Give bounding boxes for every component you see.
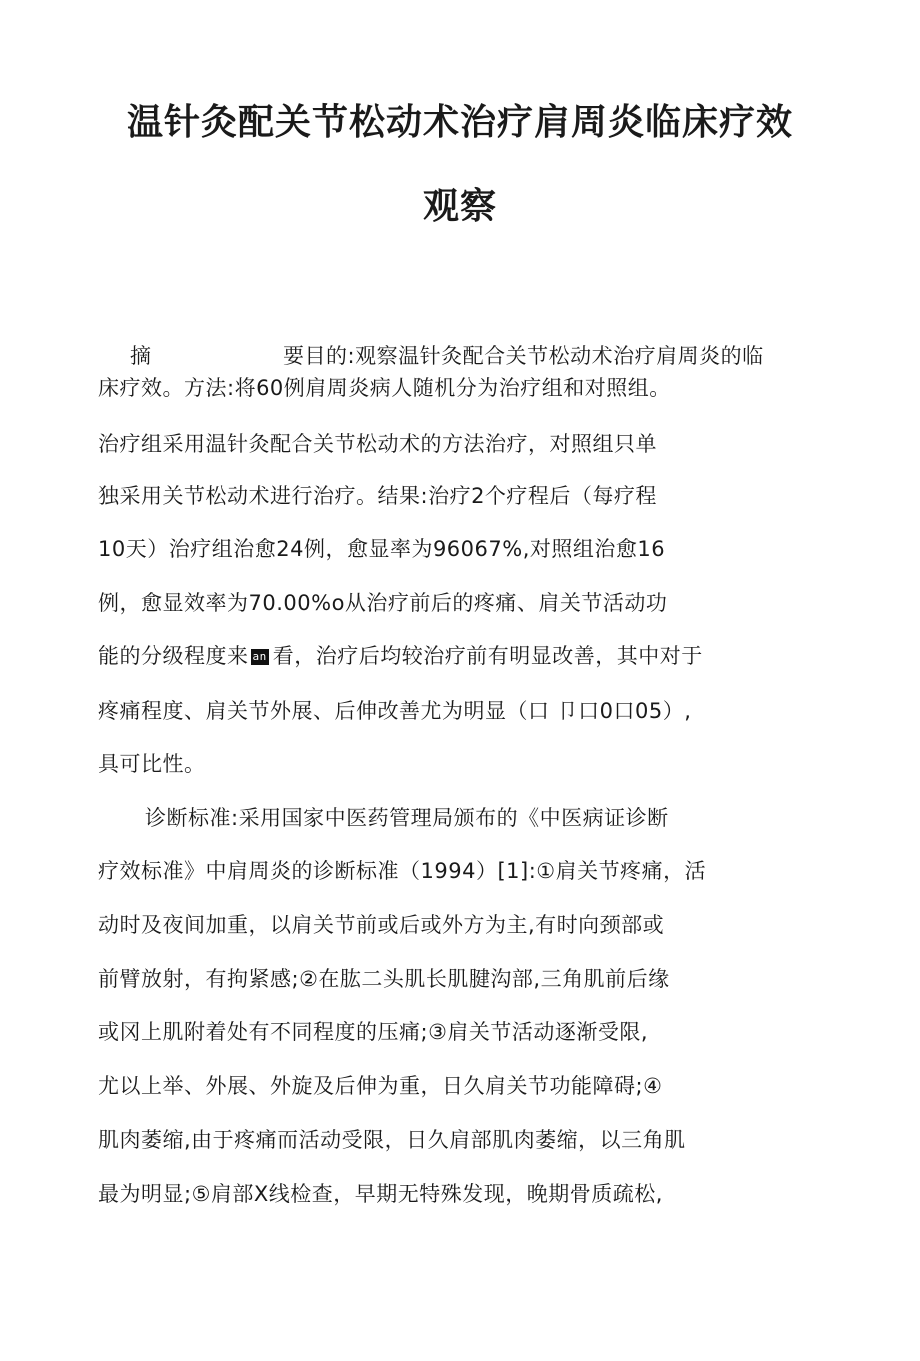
- abstract-line: 疼痛程度、肩关节外展、后伸改善尤为明显（口 卩口0口05）,: [98, 699, 692, 723]
- abstract-line: 治疗组采用温针灸配合关节松动术的方法治疗，对照组只单: [98, 432, 657, 456]
- diagnosis-first-line: 诊断标准:采用国家中医药管理局颁布的《中医病证诊断: [145, 806, 669, 830]
- title-line-2: 观察: [422, 186, 497, 227]
- abstract-line-part: 看，治疗后均较治疗前有明显改善，其中对于: [272, 644, 703, 668]
- diagnosis-line: 或冈上肌附着处有不同程度的压痛;③肩关节活动逐渐受限,: [98, 1020, 649, 1044]
- diagnosis-line: 尤以上举、外展、外旋及后伸为重，日久肩关节功能障碍;④: [98, 1074, 663, 1098]
- abstract-line: 10天）治疗组治愈24例，愈显率为96067%,对照组治愈16: [98, 537, 666, 561]
- abstract-line-with-mark: [98, 642, 703, 670]
- abstract-line: 例，愈显效率为70.00%o从治疗前后的疼痛、肩关节活动功: [98, 591, 668, 615]
- diagnosis-line: 最为明显;⑤肩部X线检查，早期无特殊发现，晚期骨质疏松,: [98, 1182, 663, 1206]
- diagnosis-line: 动时及夜间加重，以肩关节前或后或外方为主,有时向颈部或: [98, 913, 665, 937]
- diagnosis-line: 前臂放射，有拘紧感;②在肱二头肌长肌腱沟部,三角肌前后缘: [98, 967, 670, 991]
- abstract-first-line: 要目的:观察温针灸配合关节松动术治疗肩周炎的临: [283, 344, 764, 368]
- diagnosis-line: 疗效标准》中肩周炎的诊断标准（1994）[1]:①肩关节疼痛，活: [98, 859, 707, 883]
- title-line-1: 温针灸配关节松动术治疗肩周炎临床疗效: [126, 102, 793, 143]
- abstract-line-part: 能的分级程度来: [98, 644, 249, 668]
- abstract-line: 床疗效。方法:将60例肩周炎病人随机分为治疗组和对照组。: [98, 376, 671, 400]
- diagnosis-line: 肌肉萎缩,由于疼痛而活动受限，日久肩部肌肉萎缩，以三角肌: [98, 1128, 686, 1152]
- abstract-label: 摘: [130, 344, 151, 368]
- abstract-line: 独采用关节松动术进行治疗。结果:治疗2个疗程后（每疗程: [98, 484, 657, 508]
- abstract-line: 具可比性。: [98, 752, 206, 776]
- inline-glyph-mark: an: [252, 650, 267, 663]
